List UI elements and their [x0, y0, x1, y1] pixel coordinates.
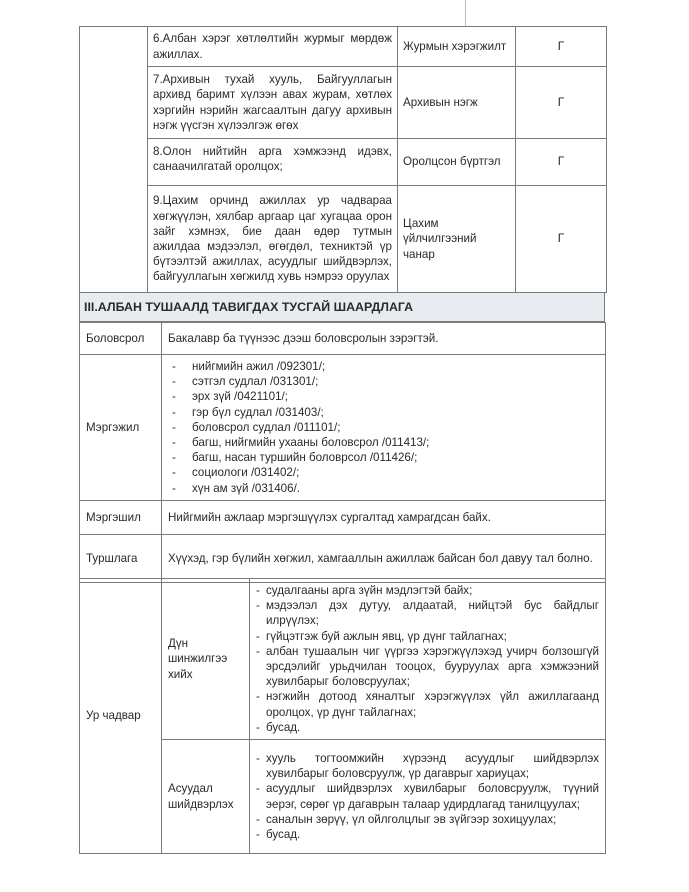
grade-text: Г: [516, 186, 607, 293]
profession-list: [168, 359, 599, 496]
specialization-row: [80, 500, 606, 534]
specialization-label: Мэргэшил: [80, 500, 162, 534]
list-item: - сэтгэл судлал /031301/;: [168, 374, 599, 389]
skills-table: [79, 578, 606, 854]
list-item: - эрх зүй /0421101/;: [168, 389, 599, 404]
table-row: [80, 27, 607, 67]
table-row: [80, 67, 607, 139]
skill-list: [256, 751, 599, 842]
indicator-text: Архивын нэгж: [398, 67, 516, 139]
page-divider-line: [465, 0, 466, 26]
list-item: - бусад.: [256, 827, 599, 842]
list-item: - саналын зөрүү, үл ойлголцлыг эв зүйгээр зохицуулах;: [256, 812, 599, 827]
education-value: Бакалавр ба түүнээс дээш боловсролын зэрэгтэй.: [162, 323, 606, 355]
list-item: - нэгжийн дотоод хяналтыг хэрэгжүүлэх үйл ажиллагаанд оролцох, үр дүнг тайлагнах;: [256, 689, 599, 719]
list-item: - хууль тогтоомжийн хүрээнд асуудлыг шийдвэрлэх хувилбарыг боловсруулж, үр дагаврыг хариуцах;: [256, 751, 599, 781]
list-item: - социологи /031402/;: [168, 465, 599, 480]
grade-text: Г: [516, 139, 607, 186]
experience-label: Туршлага: [80, 534, 162, 582]
list-item: - судалгааны арга зүйн мэдлэгтэй байх;: [256, 583, 599, 598]
list-item: - багш, насан туршийн боловрсол /011426/;: [168, 450, 599, 465]
list-item: - гэр бүл судлал /031403/;: [168, 405, 599, 420]
grade-text: Г: [516, 67, 607, 139]
list-item: - албан тушаалын чиг үүргээ хэрэгжүүлэхэд учирч болзошгүй эрсдэлийг урьдчилан тооцох, бууруулах арга хэмжээний хувилбарыг боловсруулах;: [256, 644, 599, 690]
empty-cell: [80, 27, 148, 293]
indicator-text: Журмын хэрэгжилт: [398, 27, 516, 67]
experience-row: [80, 534, 606, 582]
list-item: - хүн ам зүй /031406/.: [168, 481, 599, 496]
grade-text: Г: [516, 27, 607, 67]
list-item: - бусад.: [256, 720, 599, 735]
education-row: [80, 323, 606, 355]
list-item: - нийгмийн ажил /092301/;: [168, 359, 599, 374]
profession-label: Мэргэжил: [80, 355, 162, 501]
duty-text: 6.Албан хэрэг хөтлөлтийн журмыг мөрдөж ажиллах.: [148, 27, 398, 67]
duty-text: 8.Олон нийтийн арга хэмжээнд идэвх, санаачилгатай оролцох;: [148, 139, 398, 186]
profession-row: [80, 355, 606, 501]
section3-table: [79, 322, 606, 583]
skill-list: [256, 583, 599, 735]
experience-value: Хүүхэд, гэр бүлийн хөгжил, хамгааллын ажиллаж байсан бол давуу тал болно.: [162, 534, 606, 582]
duty-text: 7.Архивын тухай хууль, Байгууллагын архивд баримт хүлээн авах журам, хөтлөх хэргийн нэрийн жагсаалтын дагуу архивын нэгж үүсгэн хүлээлгэж өгөх: [148, 67, 398, 139]
specialization-value: Нийгмийн ажлаар мэргэшүүлэх сургалтад хамрагдсан байх.: [162, 500, 606, 534]
list-item: - мэдээлэл дэх дутуу, алдаатай, нийцтэй бус байдлыг илрүүлэх;: [256, 598, 599, 628]
list-item: - асуудлыг шийдвэрлэх хувилбарыг боловсруулж, түүний эерэг, сөрөг үр дагаврын талаар удирдлагад танилцуулах;: [256, 781, 599, 811]
section2-table: [79, 26, 607, 293]
education-label: Боловсрол: [80, 323, 162, 355]
skills-row: [80, 579, 606, 740]
skill-group-name: Асуудал шийдвэрлэх: [162, 740, 250, 854]
skill-group-name: Дүн шинжилгээ хийх: [162, 579, 250, 740]
list-item: - багш, нийгмийн ухааны боловсрол /011413/;: [168, 435, 599, 450]
duty-text: 9.Цахим орчинд ажиллах ур чадвараа хөгжүүлэн, хялбар аргаар цаг хугацаа орон зайг хэмнэх, бие даан өдөр тутмын ажилдаа мэдээлэл, өгөгдөл, техниктэй үр бүтээлтэй ажиллах, асуудлыг шийдвэрлэх, байгууллагын хөгжилд хувь нэмрээ оруулах: [148, 186, 398, 293]
profession-list-cell: [162, 355, 606, 501]
skills-label: Ур чадвар: [80, 579, 162, 854]
skill-group-items: [250, 740, 606, 854]
indicator-text: Цахим үйлчилгээний чанар: [398, 186, 516, 293]
indicator-text: Оролцсон бүртгэл: [398, 139, 516, 186]
list-item: - гүйцэтгэж буй ажлын явц, үр дүнг тайлагнах;: [256, 629, 599, 644]
skill-group-items: [250, 579, 606, 740]
table-row: [80, 186, 607, 293]
table-row: [80, 139, 607, 186]
section-heading: III.АЛБАН ТУШААЛД ТАВИГДАХ ТУСГАЙ ШААРДЛАГА: [79, 292, 605, 322]
list-item: - боловсрол судлал /011101/;: [168, 420, 599, 435]
